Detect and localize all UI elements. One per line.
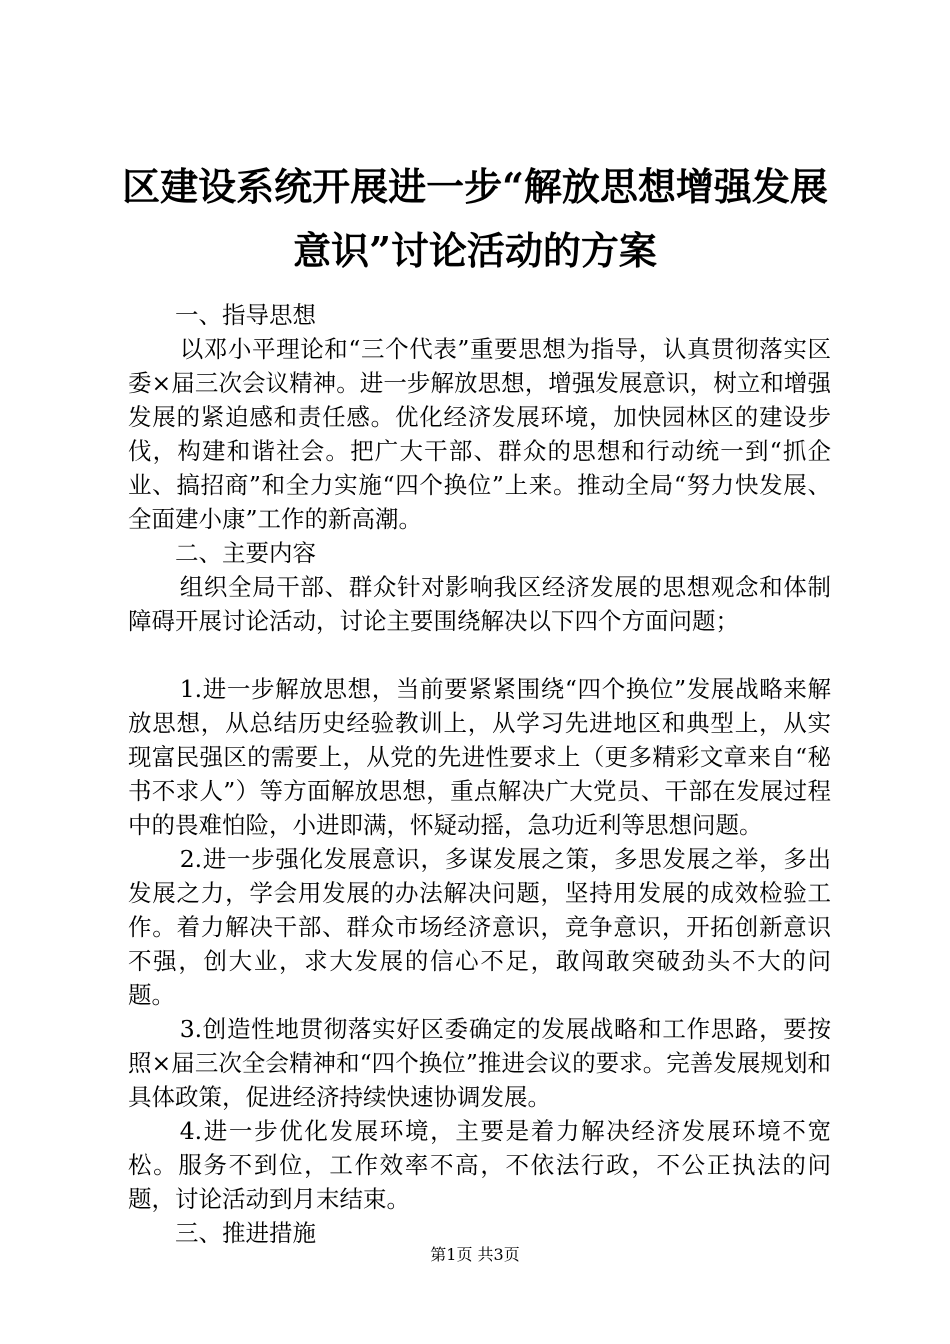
document-body [128,298,831,1250]
list-item: 2.进一步强化发展意识，多谋发展之策，多思发展之举，多出发展之力，学会用发展的办法解决问题，坚持用发展的成效检验工作。着力解决干部、群众市场经济意识，竞争意识，开拓创新意识不强，创大业，求大发展的信心不足，敢闯敢突破劲头不大的问题。 [128,845,831,1009]
page-footer: 第1页 共3页 [430,1245,520,1264]
body-paragraph: 组织全局干部、群众针对影响我区经济发展的思想观念和体制障碍开展讨论活动，讨论主要围绕解决以下四个方面问题； [128,573,831,635]
section-heading: 三、推进措施 [175,1219,316,1247]
blank-line [128,638,831,672]
section-heading: 一、指导思想 [175,301,316,329]
list-item: 1.进一步解放思想，当前要紧紧围绕“四个换位”发展战略来解放思想，从总结历史经验教训上，从学习先进地区和典型上，从实现富民强区的需要上，从党的先进性要求上（更多精彩文章来自“秘书不求人”）等方面解放思想，重点解决广大党员、干部在发展过程中的畏难怕险，小进即满，怀疑动摇，急功近利等思想问题。 [128,675,831,839]
section-heading: 二、主要内容 [175,539,316,567]
list-item: 4.进一步优化发展环境，主要是着力解决经济发展环境不宽松。服务不到位，工作效率不高，不依法行政，不公正执法的问题，讨论活动到月末结束。 [128,1117,831,1213]
body-paragraph: 以邓小平理论和“三个代表”重要思想为指导，认真贯彻落实区委×届三次会议精神。进一步解放思想，增强发展意识，树立和增强发展的紧迫感和责任感。优化经济发展环境，加快园林区的建设步伐，构建和谐社会。把广大干部、群众的思想和行动统一到“抓企业、搞招商”和全力实施“四个换位”上来。推动全局“努力快发展、全面建小康”工作的新高潮。 [128,335,831,533]
list-item: 3.创造性地贯彻落实好区委确定的发展战略和工作思路，要按照×届三次全会精神和“四个换位”推进会议的要求。完善发展规划和具体政策，促进经济持续快速协调发展。 [128,1015,831,1111]
document-title: 区建设系统开展进一步“解放思想增强发展意识”讨论活动的方案 [122,164,828,273]
